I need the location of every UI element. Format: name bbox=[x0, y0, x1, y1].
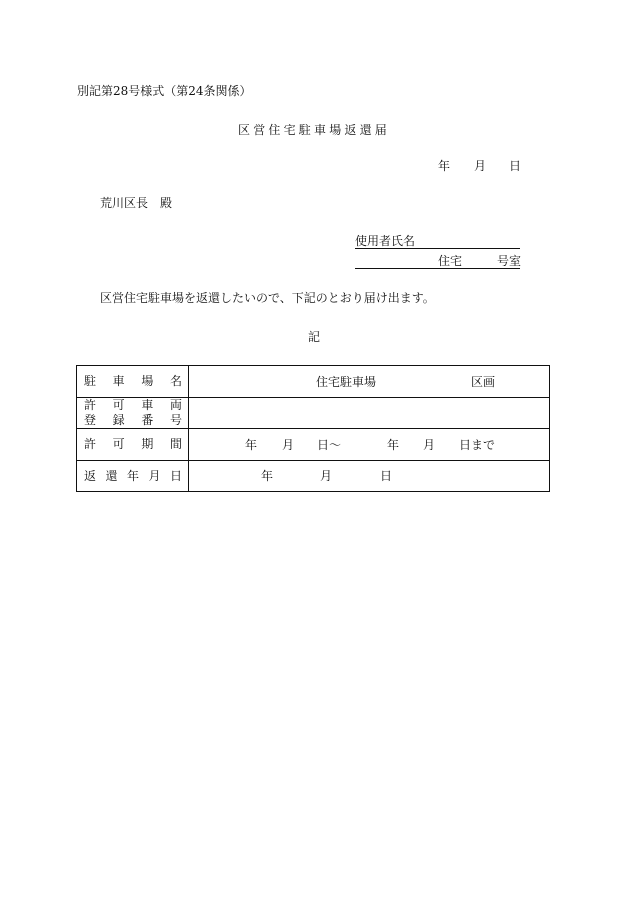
label-cell bbox=[77, 461, 189, 491]
applicant-room-label: 号室 bbox=[497, 254, 522, 268]
label-character: 両 bbox=[169, 398, 182, 412]
label-character: 可 bbox=[112, 437, 125, 451]
ki-heading: 記 bbox=[308, 330, 321, 344]
permit-period-label bbox=[84, 437, 182, 452]
applicant-room-underline bbox=[355, 268, 520, 269]
vehicle-label-line-1 bbox=[84, 398, 182, 413]
label-character: 駐 bbox=[84, 374, 97, 388]
label-character: 番 bbox=[141, 413, 154, 427]
vehicle-registration-value-cell bbox=[189, 398, 549, 428]
applicant-housing-label: 住宅 bbox=[438, 254, 463, 268]
label-character: 日 bbox=[169, 468, 182, 483]
applicant-name-underline bbox=[355, 248, 520, 249]
return-date-label bbox=[84, 469, 182, 484]
return-details-table bbox=[76, 365, 550, 492]
label-character: 期 bbox=[141, 437, 154, 451]
table-row-return-date bbox=[77, 460, 549, 491]
label-character: 年 bbox=[126, 468, 139, 483]
label-character: 可 bbox=[112, 398, 125, 412]
label-character: 場 bbox=[141, 374, 154, 388]
label-character: 登 bbox=[84, 413, 97, 427]
permit-period-value-cell bbox=[189, 429, 549, 460]
return-day: 日 bbox=[380, 469, 393, 483]
parking-name-value-cell bbox=[189, 366, 549, 397]
label-character: 月 bbox=[148, 468, 161, 483]
return-date-value-cell bbox=[189, 461, 549, 491]
period-from-year: 年 bbox=[245, 437, 258, 452]
label-character: 号 bbox=[169, 413, 182, 427]
date-year-label: 年 bbox=[438, 159, 451, 173]
label-cell bbox=[77, 429, 189, 460]
return-month: 月 bbox=[320, 469, 333, 483]
form-number: 別記第28号様式（第24条関係） bbox=[77, 84, 252, 98]
label-character: 車 bbox=[112, 374, 125, 388]
period-to-month: 月 bbox=[423, 437, 436, 452]
body-text: 区営住宅駐車場を返還したいので、下記のとおり届け出ます。 bbox=[100, 291, 435, 305]
housing-parking-suffix: 住宅駐車場 bbox=[316, 374, 377, 389]
addressee: 荒川区長 殿 bbox=[100, 196, 173, 210]
vehicle-label-line-2 bbox=[84, 413, 182, 428]
date-day-label: 日 bbox=[509, 159, 522, 173]
label-cell bbox=[77, 398, 189, 428]
table-row-parking-name bbox=[77, 366, 549, 397]
document-title: 区営住宅駐車場返還届 bbox=[238, 123, 391, 137]
label-character: 録 bbox=[112, 413, 125, 427]
label-character: 返 bbox=[84, 468, 97, 483]
label-character: 還 bbox=[105, 468, 118, 483]
period-from-day: 日～ bbox=[317, 437, 342, 452]
label-cell bbox=[77, 366, 189, 397]
label-character: 許 bbox=[84, 437, 97, 451]
period-to-day: 日まで bbox=[459, 437, 496, 452]
label-character: 車 bbox=[141, 398, 154, 412]
return-year: 年 bbox=[261, 469, 274, 483]
period-from-month: 月 bbox=[282, 437, 295, 452]
lot-suffix: 区画 bbox=[471, 374, 496, 389]
period-to-year: 年 bbox=[387, 437, 400, 452]
table-row-permit-period bbox=[77, 428, 549, 460]
applicant-name-label: 使用者氏名 bbox=[355, 234, 416, 248]
label-character: 間 bbox=[169, 437, 182, 451]
parking-name-label bbox=[84, 374, 182, 389]
label-character: 許 bbox=[84, 398, 97, 412]
date-month-label: 月 bbox=[474, 159, 487, 173]
table-row-vehicle-registration bbox=[77, 397, 549, 428]
label-character: 名 bbox=[169, 374, 182, 388]
